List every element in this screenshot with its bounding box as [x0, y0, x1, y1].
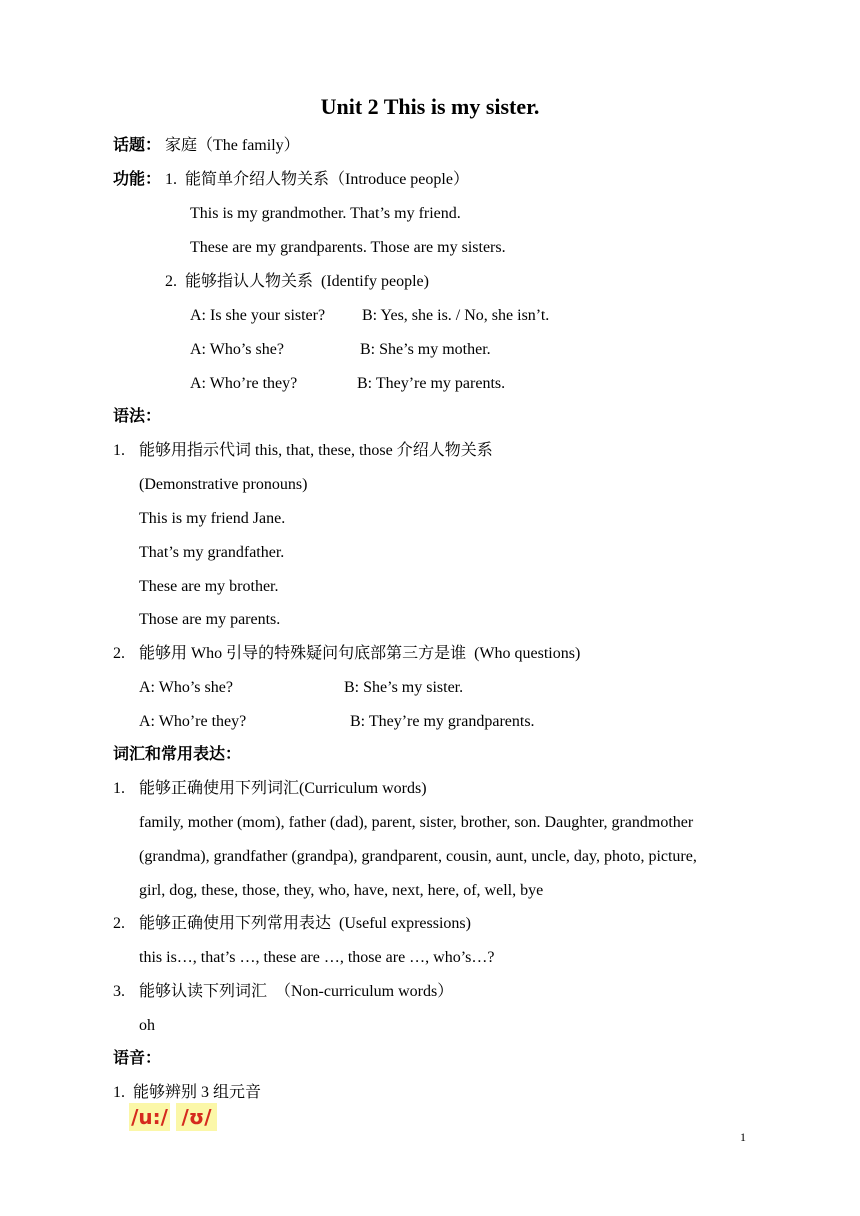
grammar-line: This is my friend Jane.: [139, 510, 286, 527]
dialog-b: B: They’re my parents.: [357, 375, 506, 392]
dialog-b: B: Yes, she is. / No, she isn’t.: [362, 307, 550, 324]
dialog-a: A: Who’re they?: [190, 375, 298, 392]
vocab-item-3: 能够认读下列词汇 （Non-curriculum words）: [139, 983, 454, 1000]
grammar-line: That’s my grandfather.: [139, 544, 285, 561]
dialog-a: A: Who’s she?: [139, 679, 233, 696]
dialog-b: B: They’re my grandparents.: [350, 713, 535, 730]
grammar-item-1: 能够用指示代词 this, that, these, those 介绍人物关系: [139, 442, 493, 459]
phonetic-symbol: /ʊ/: [176, 1103, 217, 1131]
grammar-line: (Demonstrative pronouns): [139, 476, 308, 493]
dialog-b: B: She’s my sister.: [344, 679, 464, 696]
phonetics-item-1: 1. 能够辨别 3 组元音: [113, 1084, 262, 1101]
page-title: Unit 2 This is my sister.: [320, 94, 540, 119]
list-number: 3.: [113, 983, 125, 1000]
dialog-b: B: She’s my mother.: [360, 341, 491, 358]
grammar-label: 语法：: [113, 408, 162, 425]
page-number: 1: [740, 1130, 746, 1144]
vocab-line: family, mother (mom), father (dad), parent, sister, brother, son. Daughter, grandmother: [139, 814, 694, 831]
function-example: This is my grandmother. That’s my friend.: [190, 205, 461, 222]
grammar-line: These are my brother.: [139, 578, 279, 595]
function-item-2: 2. 能够指认人物关系 (Identify people): [165, 273, 429, 290]
vocab-line: oh: [139, 1017, 155, 1034]
list-number: 2.: [113, 915, 125, 932]
topic-text: 家庭（The family）: [165, 137, 300, 154]
vocab-label: 词汇和常用表达：: [113, 746, 242, 763]
phonetics-label: 语音：: [113, 1050, 162, 1067]
list-number: 1.: [113, 780, 125, 797]
function-example: These are my grandparents. Those are my sisters.: [190, 239, 506, 256]
function-item-1: 1. 能简单介绍人物关系（Introduce people）: [165, 171, 469, 188]
list-number: 2.: [113, 645, 125, 662]
function-label: 功能：: [113, 171, 162, 188]
grammar-item-2: 能够用 Who 引导的特殊疑问句底部第三方是谁 (Who questions): [139, 645, 581, 662]
vocab-item-1: 能够正确使用下列词汇(Curriculum words): [139, 780, 427, 797]
vocab-line: girl, dog, these, those, they, who, have, next, here, of, well, bye: [139, 882, 544, 899]
dialog-a: A: Is she your sister?: [190, 307, 326, 324]
vocab-line: this is…, that’s …, these are …, those are …, who’s…?: [139, 949, 495, 966]
phonetic-symbol: /u:/: [129, 1103, 170, 1131]
vocab-line: (grandma), grandfather (grandpa), grandparent, cousin, aunt, uncle, day, photo, picture,: [139, 848, 697, 865]
list-number: 1.: [113, 442, 125, 459]
vocab-item-2: 能够正确使用下列常用表达 (Useful expressions): [139, 915, 471, 932]
dialog-a: A: Who’s she?: [190, 341, 284, 358]
dialog-a: A: Who’re they?: [139, 713, 247, 730]
topic-label: 话题：: [113, 137, 162, 154]
grammar-line: Those are my parents.: [139, 611, 281, 628]
